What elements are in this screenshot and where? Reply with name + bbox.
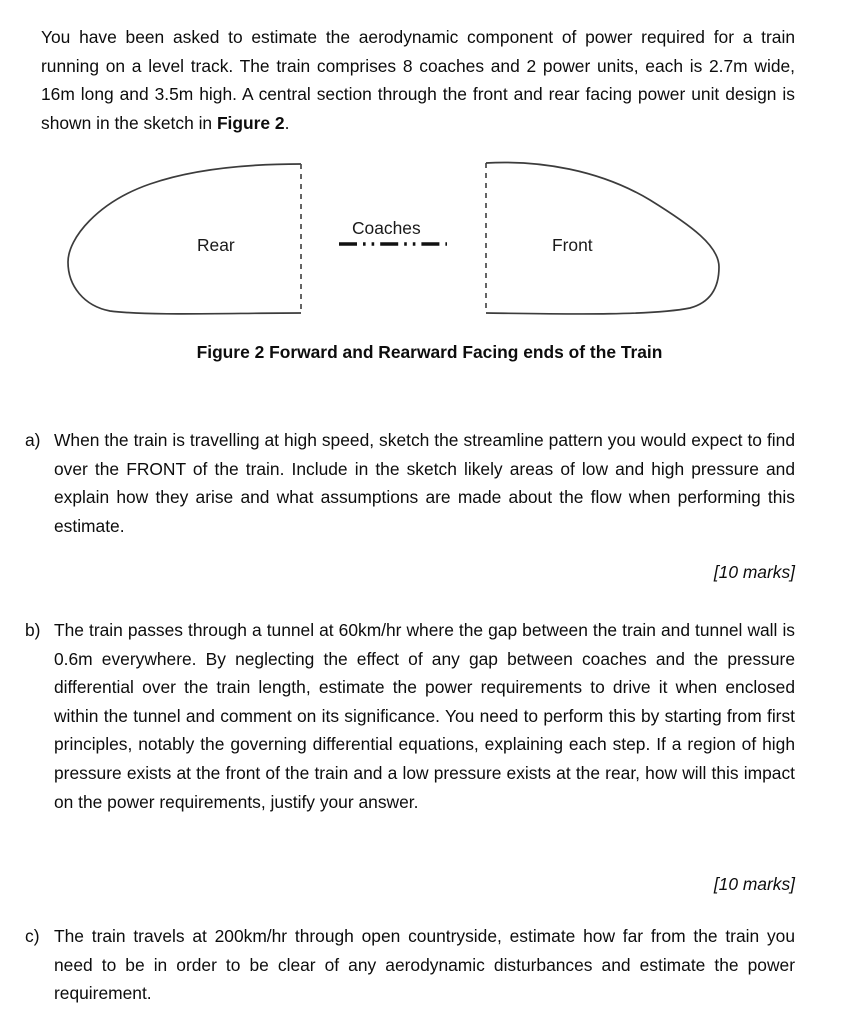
figure-2-block	[0, 146, 859, 376]
rear-underbody-curve	[68, 262, 301, 314]
front-shape-label: Front	[552, 235, 593, 255]
front-power-unit-shape	[486, 162, 719, 313]
figure-2-caption: Figure 2 Forward and Rearward Facing ends of the Train	[196, 342, 663, 362]
rear-roof-curve	[68, 164, 301, 262]
question-item-b	[25, 616, 795, 816]
intro-text-after-reference: .	[284, 112, 290, 133]
coaches-shape-label: Coaches	[352, 218, 421, 238]
figure-2-reference: Figure 2	[216, 112, 285, 133]
marks-allocation-a: [10 marks]	[713, 562, 795, 582]
question-marker-c: c)	[25, 926, 40, 946]
rear-power-unit-shape	[68, 164, 301, 314]
question-text-c: The train travels at 200km/hr through open countryside, estimate how far from the train you need to be in order to be clear of any aerodynamic disturbances and estimate the power requirement.	[54, 926, 795, 1004]
front-roof-curve	[486, 162, 719, 267]
front-underbody-curve	[486, 267, 719, 314]
question-item-c	[25, 922, 795, 1008]
question-marker-b: b)	[25, 620, 41, 640]
marks-allocation-b: [10 marks]	[713, 874, 795, 894]
intro-paragraph	[41, 23, 795, 137]
intro-text-before-reference: You have been asked to estimate the aerodynamic component of power required for a train running on a level track. The train comprises 8 coaches and 2 power units, each is 2.7m wide, 16m long and 3.5m high. A central section through the front and rear facing power unit design is shown in the sketch in	[41, 27, 795, 133]
question-marker-a: a)	[25, 430, 41, 450]
rear-shape-label: Rear	[197, 235, 235, 255]
question-text-b: The train passes through a tunnel at 60km/hr where the gap between the train and tunnel wall is 0.6m everywhere. By neglecting the effect of any gap between coaches and the pressure differential over the train length, estimate the power requirements to drive it when enclosed within the tunnel and comment on its significance. You need to perform this by starting from first principles, notably the governing differential equations, explaining each step. If a region of high pressure exists at the front of the train and a low pressure exists at the rear, how will this impact on the power requirements, justify your answer.	[54, 620, 795, 812]
question-text-a: When the train is travelling at high speed, sketch the streamline pattern you would expect to find over the FRONT of the train. Include in the sketch likely areas of low and high pressure and explain how they arise and what assumptions are made about the flow when performing this estimate.	[54, 430, 795, 536]
question-item-a	[25, 426, 795, 540]
